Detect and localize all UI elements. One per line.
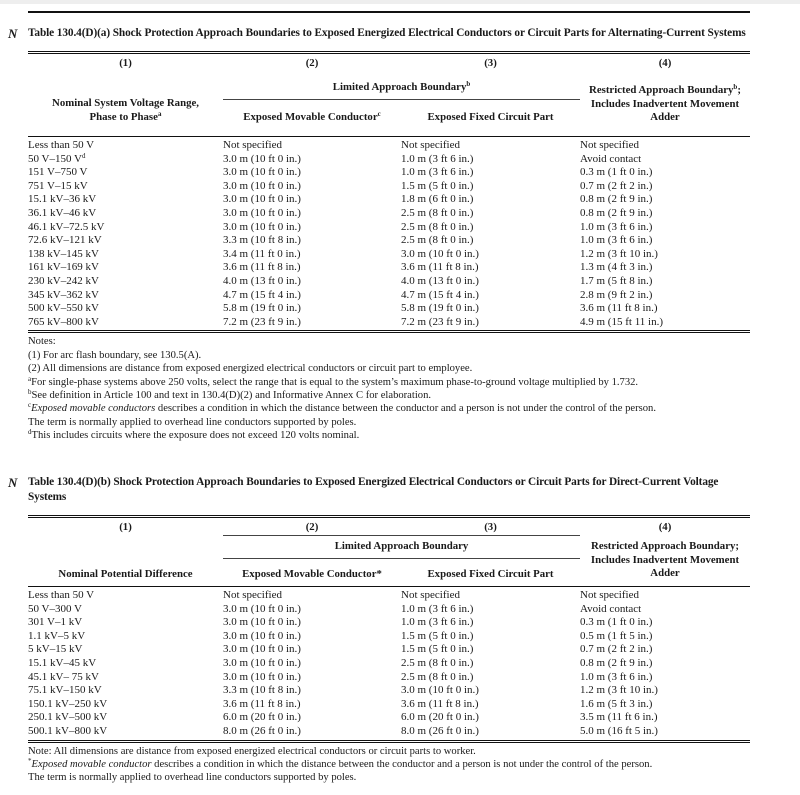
footnote-mark: b <box>28 387 32 396</box>
cell-voltage-range <box>28 180 223 194</box>
table-row <box>28 153 750 167</box>
top-rule <box>28 11 750 13</box>
cell-text: Not specified <box>223 139 282 151</box>
cell-movable-conductor-distance <box>223 657 401 671</box>
col4-header <box>580 84 750 125</box>
notes-label: Notes: <box>28 336 56 348</box>
cell-voltage-range <box>28 153 223 167</box>
table-b-header <box>28 518 750 586</box>
cell-text: 3.0 m (10 ft 0 in.) <box>223 643 301 656</box>
cell-voltage-range <box>28 684 223 698</box>
footnote-c <box>28 402 750 415</box>
table-row <box>28 289 750 303</box>
note: Note: All dimensions are distance from exposed energized electrical conductors or circuit parts to worker. <box>28 745 476 757</box>
cell-movable-conductor-distance <box>223 589 401 603</box>
cell-text: 161 kV–169 kV <box>28 261 99 274</box>
col-num-4: (4) <box>658 57 672 69</box>
cell-text: 1.0 m (3 ft 6 in.) <box>580 220 653 233</box>
cell-text: Not specified <box>401 139 460 151</box>
cell-text: Not specified <box>223 589 282 601</box>
footnote-b <box>28 389 750 402</box>
cell-movable-conductor-distance <box>223 248 401 262</box>
cell-voltage-range <box>28 248 223 262</box>
col4-header-part2: ; Includes Inadvertent Movement <box>590 84 741 110</box>
group-rule-top <box>223 535 580 536</box>
cell-voltage-range <box>28 616 223 630</box>
new-marker: N <box>8 26 18 41</box>
cell-text: 6.0 m (20 ft 0 in.) <box>401 711 479 724</box>
footnote-ref: c <box>377 110 381 118</box>
cell-text: 75.1 kV–150 kV <box>28 684 102 697</box>
cell-restricted-boundary <box>580 589 750 603</box>
cell-restricted-boundary <box>580 630 750 644</box>
table-row <box>28 657 750 671</box>
cell-restricted-boundary <box>580 166 750 180</box>
cell-text: 3.0 m (10 ft 0 in.) <box>401 247 479 260</box>
cell-text: 138 kV–145 kV <box>28 247 99 260</box>
cell-text: 3.0 m (10 ft 0 in.) <box>401 684 479 697</box>
cell-text: 1.5 m (5 ft 0 in.) <box>401 629 474 642</box>
cell-text: 230 kV–242 kV <box>28 274 99 287</box>
table-row <box>28 725 750 739</box>
cell-voltage-range <box>28 166 223 180</box>
cell-text: 3.0 m (10 ft 0 in.) <box>223 629 301 642</box>
group-rule <box>223 558 580 559</box>
cell-movable-conductor-distance <box>223 139 401 153</box>
table-row <box>28 207 750 221</box>
cell-voltage-range <box>28 221 223 235</box>
table-row <box>28 589 750 603</box>
cell-fixed-part-distance <box>401 289 580 303</box>
cell-text: Avoid contact <box>580 602 642 615</box>
cell-fixed-part-distance <box>401 671 580 685</box>
cell-restricted-boundary <box>580 261 750 275</box>
cell-fixed-part-distance <box>401 275 580 289</box>
cell-fixed-part-distance <box>401 261 580 275</box>
cell-fixed-part-distance <box>401 139 580 153</box>
table-row <box>28 302 750 316</box>
footnote-text: This includes circuits where the exposure does not exceed 120 volts nominal. <box>31 430 360 442</box>
cell-text: 0.8 m (2 ft 9 in.) <box>580 206 653 219</box>
cell-text: 4.0 m (13 ft 0 in.) <box>401 274 479 287</box>
cell-movable-conductor-distance <box>223 289 401 303</box>
cell-text: 3.0 m (10 ft 0 in.) <box>223 166 301 179</box>
col4-header <box>580 540 750 581</box>
cell-text: 2.5 m (8 ft 0 in.) <box>401 670 474 683</box>
cell-text: 3.0 m (10 ft 0 in.) <box>223 179 301 192</box>
cell-text: 1.5 m (5 ft 0 in.) <box>401 643 474 656</box>
cell-movable-conductor-distance <box>223 261 401 275</box>
cell-restricted-boundary <box>580 248 750 262</box>
cell-text: 301 V–1 kV <box>28 616 83 629</box>
cell-text: 1.0 m (3 ft 6 in.) <box>580 670 653 683</box>
cell-text: 3.0 m (10 ft 0 in.) <box>223 602 301 615</box>
cell-fixed-part-distance <box>401 221 580 235</box>
cell-fixed-part-distance <box>401 248 580 262</box>
col4-header-part1: Restricted Approach Boundary <box>589 84 734 96</box>
cell-text: 3.0 m (10 ft 0 in.) <box>223 670 301 683</box>
cell-text: 72.6 kV–121 kV <box>28 234 102 247</box>
page-top-strip <box>0 0 800 4</box>
cell-restricted-boundary <box>580 616 750 630</box>
col2-header: Exposed Movable Conductor* <box>242 568 382 580</box>
cell-text: 4.7 m (15 ft 4 in.) <box>401 288 479 301</box>
table-row <box>28 616 750 630</box>
cell-text: 0.7 m (2 ft 2 in.) <box>580 179 653 192</box>
cell-text: 3.6 m (11 ft 8 in.) <box>580 302 658 315</box>
cell-text: 765 kV–800 kV <box>28 315 99 328</box>
cell-text: 2.5 m (8 ft 0 in.) <box>401 234 474 247</box>
cell-fixed-part-distance <box>401 153 580 167</box>
table-a-notes <box>28 333 750 442</box>
cell-text: Avoid contact <box>580 152 642 165</box>
group-header-limited <box>223 81 580 95</box>
footnote-star <box>28 758 750 771</box>
cell-text: Not specified <box>580 139 639 151</box>
cell-voltage-range <box>28 289 223 303</box>
cell-fixed-part-distance <box>401 589 580 603</box>
table-a-body <box>28 136 750 329</box>
cell-fixed-part-distance <box>401 316 580 330</box>
cell-text: 3.0 m (10 ft 0 in.) <box>223 206 301 219</box>
cell-movable-conductor-distance <box>223 316 401 330</box>
cell-fixed-part-distance <box>401 657 580 671</box>
note-2: (2) All dimensions are distance from exposed energized electrical conductors or circuit part to employee. <box>28 363 473 375</box>
cell-text: 1.0 m (3 ft 6 in.) <box>401 166 474 179</box>
footnote-term: Exposed movable conductor <box>31 758 152 770</box>
cell-voltage-range <box>28 725 223 739</box>
cell-text: 1.8 m (6 ft 0 in.) <box>401 193 474 206</box>
cell-movable-conductor-distance <box>223 275 401 289</box>
footnote-c-cont: The term is normally applied to overhead line conductors supported by poles. <box>28 416 357 428</box>
cell-movable-conductor-distance <box>223 684 401 698</box>
cell-movable-conductor-distance <box>223 166 401 180</box>
note-1: (1) For arc flash boundary, see 130.5(A). <box>28 349 202 361</box>
cell-text: 5.0 m (16 ft 5 in.) <box>580 724 658 737</box>
cell-restricted-boundary <box>580 643 750 657</box>
cell-fixed-part-distance <box>401 725 580 739</box>
cell-movable-conductor-distance <box>223 180 401 194</box>
cell-text: 1.2 m (3 ft 10 in.) <box>580 684 658 697</box>
cell-text: 3.4 m (11 ft 0 in.) <box>223 247 301 260</box>
cell-movable-conductor-distance <box>223 603 401 617</box>
cell-text: 50 V–150 V <box>28 152 82 165</box>
cell-voltage-range <box>28 698 223 712</box>
col2-header <box>223 111 401 125</box>
cell-text: 1.2 m (3 ft 10 in.) <box>580 247 658 260</box>
cell-text: 1.0 m (3 ft 6 in.) <box>401 616 474 629</box>
footnote-cont: The term is normally applied to overhead line conductors supported by poles. <box>28 772 357 784</box>
col4-header-line3: Adder <box>650 567 680 579</box>
table-row <box>28 275 750 289</box>
cell-text: 45.1 kV– 75 kV <box>28 670 99 683</box>
col1-header: Nominal Potential Difference <box>58 568 193 580</box>
cell-voltage-range <box>28 711 223 725</box>
cell-movable-conductor-distance <box>223 193 401 207</box>
table-row <box>28 316 750 330</box>
group-header-text: Limited Approach Boundary <box>332 81 467 93</box>
col1-header-line2: Phase to Phase <box>89 110 158 123</box>
cell-text: 2.5 m (8 ft 0 in.) <box>401 206 474 219</box>
footnote-ref: d <box>82 151 86 160</box>
table-a-section <box>8 26 750 443</box>
cell-restricted-boundary <box>580 180 750 194</box>
col-num-2: (2) <box>305 521 319 533</box>
table-row <box>28 193 750 207</box>
col-num-1: (1) <box>119 57 132 69</box>
table-row <box>28 248 750 262</box>
cell-text: 2.5 m (8 ft 0 in.) <box>401 220 474 233</box>
cell-fixed-part-distance <box>401 302 580 316</box>
cell-fixed-part-distance <box>401 193 580 207</box>
cell-restricted-boundary <box>580 289 750 303</box>
cell-fixed-part-distance <box>401 630 580 644</box>
cell-voltage-range <box>28 589 223 603</box>
cell-restricted-boundary <box>580 302 750 316</box>
cell-fixed-part-distance <box>401 643 580 657</box>
col-num-2: (2) <box>305 57 319 69</box>
cell-restricted-boundary <box>580 193 750 207</box>
cell-restricted-boundary <box>580 711 750 725</box>
cell-text: 1.0 m (3 ft 6 in.) <box>401 602 474 615</box>
cell-movable-conductor-distance <box>223 616 401 630</box>
table-b-body <box>28 586 750 739</box>
cell-voltage-range <box>28 234 223 248</box>
cell-restricted-boundary <box>580 207 750 221</box>
cell-text: 7.2 m (23 ft 9 in.) <box>401 315 479 328</box>
cell-movable-conductor-distance <box>223 698 401 712</box>
group-header-limited: Limited Approach Boundary <box>334 540 469 552</box>
cell-fixed-part-distance <box>401 180 580 194</box>
footnote-text: describes a condition in which the distance between the conductor and a person is not under the control of the person. <box>155 403 656 415</box>
table-a-title: Table 130.4(D)(a) Shock Protection Approach Boundaries to Exposed Energized Electrical Conductors or Circuit Parts for Alternating-Current Systems <box>28 27 746 39</box>
cell-restricted-boundary <box>580 657 750 671</box>
cell-text: 15.1 kV–36 kV <box>28 193 97 206</box>
new-marker: N <box>8 475 18 490</box>
cell-text: 8.0 m (26 ft 0 in.) <box>401 724 479 737</box>
cell-fixed-part-distance <box>401 207 580 221</box>
cell-movable-conductor-distance <box>223 207 401 221</box>
cell-fixed-part-distance <box>401 603 580 617</box>
cell-text: 150.1 kV–250 kV <box>28 697 108 710</box>
cell-text: 751 V–15 kV <box>28 179 88 192</box>
cell-text: 3.0 m (10 ft 0 in.) <box>223 656 301 669</box>
cell-restricted-boundary <box>580 153 750 167</box>
table-row <box>28 698 750 712</box>
cell-restricted-boundary <box>580 725 750 739</box>
cell-text: 500.1 kV–800 kV <box>28 724 108 737</box>
footnote-ref: a <box>157 109 162 118</box>
cell-text: Not specified <box>401 589 460 601</box>
cell-voltage-range <box>28 671 223 685</box>
cell-text: 0.7 m (2 ft 2 in.) <box>580 643 653 656</box>
cell-text: Less than 50 V <box>28 589 95 601</box>
footnote-ref: b <box>466 80 471 88</box>
cell-fixed-part-distance <box>401 234 580 248</box>
cell-text: 2.5 m (8 ft 0 in.) <box>401 656 474 669</box>
footnote-term: Exposed movable conductors <box>31 403 156 415</box>
cell-voltage-range <box>28 316 223 330</box>
cell-text: 0.3 m (1 ft 0 in.) <box>580 166 653 179</box>
footnote-text: describes a condition in which the distance between the conductor and a person is not under the control of the person. <box>151 758 653 770</box>
cell-restricted-boundary <box>580 603 750 617</box>
cell-text: 3.3 m (10 ft 8 in.) <box>223 234 301 247</box>
cell-text: 3.6 m (11 ft 8 in.) <box>223 261 301 274</box>
table-row <box>28 671 750 685</box>
cell-text: 250.1 kV–500 kV <box>28 711 108 724</box>
cell-text: 3.5 m (11 ft 6 in.) <box>580 711 658 724</box>
cell-voltage-range <box>28 261 223 275</box>
cell-restricted-boundary <box>580 698 750 712</box>
table-row <box>28 711 750 725</box>
table-row <box>28 139 750 153</box>
cell-restricted-boundary <box>580 316 750 330</box>
cell-movable-conductor-distance <box>223 711 401 725</box>
footnote-mark: c <box>28 401 32 410</box>
cell-text: 46.1 kV–72.5 kV <box>28 220 105 233</box>
table-row <box>28 180 750 194</box>
table-row <box>28 630 750 644</box>
footnote-mark: a <box>28 374 32 383</box>
cell-text: 2.8 m (9 ft 2 in.) <box>580 288 653 301</box>
footnote-mark: d <box>28 428 32 437</box>
cell-movable-conductor-distance <box>223 725 401 739</box>
cell-voltage-range <box>28 139 223 153</box>
cell-text: Not specified <box>580 589 639 601</box>
table-row <box>28 221 750 235</box>
cell-text: 3.6 m (11 ft 8 in.) <box>401 261 479 274</box>
footnote-d <box>28 429 750 442</box>
table-row <box>28 166 750 180</box>
cell-text: 3.0 m (10 ft 0 in.) <box>223 616 301 629</box>
cell-text: Less than 50 V <box>28 139 95 151</box>
cell-movable-conductor-distance <box>223 643 401 657</box>
footnote-mark: * <box>28 756 32 765</box>
cell-text: 1.7 m (5 ft 8 in.) <box>580 274 653 287</box>
cell-text: 50 V–300 V <box>28 602 82 615</box>
cell-text: 3.6 m (11 ft 8 in.) <box>401 697 479 710</box>
col1-header-line1: Nominal System Voltage Range, <box>52 97 199 109</box>
cell-text: 5.8 m (19 ft 0 in.) <box>401 302 479 315</box>
cell-voltage-range <box>28 302 223 316</box>
table-row <box>28 234 750 248</box>
cell-text: 1.3 m (4 ft 3 in.) <box>580 261 653 274</box>
col-num-1: (1) <box>119 521 132 533</box>
cell-voltage-range <box>28 193 223 207</box>
cell-restricted-boundary <box>580 234 750 248</box>
cell-movable-conductor-distance <box>223 671 401 685</box>
cell-fixed-part-distance <box>401 698 580 712</box>
col3-header: Exposed Fixed Circuit Part <box>427 568 554 580</box>
cell-text: 0.8 m (2 ft 9 in.) <box>580 193 653 206</box>
cell-fixed-part-distance <box>401 166 580 180</box>
table-row <box>28 261 750 275</box>
cell-text: 151 V–750 V <box>28 166 88 179</box>
cell-text: 1.0 m (3 ft 6 in.) <box>580 234 653 247</box>
col4-header-part3: Adder <box>650 111 680 123</box>
cell-voltage-range <box>28 603 223 617</box>
cell-restricted-boundary <box>580 684 750 698</box>
cell-text: 6.0 m (20 ft 0 in.) <box>223 711 301 724</box>
col-num-3: (3) <box>484 57 497 69</box>
table-row <box>28 643 750 657</box>
cell-text: 1.0 m (3 ft 6 in.) <box>401 152 474 165</box>
cell-text: 5.8 m (19 ft 0 in.) <box>223 302 301 315</box>
footnote-text: See definition in Article 100 and text in 130.4(D)(2) and Informative Annex C for elaboration. <box>31 389 432 401</box>
footnote-ref: b <box>733 83 738 91</box>
cell-text: 1.6 m (5 ft 3 in.) <box>580 697 653 710</box>
cell-text: 1.1 kV–5 kV <box>28 629 86 642</box>
cell-text: 15.1 kV–45 kV <box>28 656 97 669</box>
table-b-title: Table 130.4(D)(b) Shock Protection Approach Boundaries to Exposed Energized Electrical Conductors or Circuit Parts for Direct-Current Voltage Systems <box>28 476 719 503</box>
cell-movable-conductor-distance <box>223 153 401 167</box>
cell-text: 8.0 m (26 ft 0 in.) <box>223 724 301 737</box>
cell-text: 3.0 m (10 ft 0 in.) <box>223 193 301 206</box>
cell-text: 0.3 m (1 ft 0 in.) <box>580 616 653 629</box>
col4-header-line2: Includes Inadvertent Movement <box>590 553 740 566</box>
cell-text: 4.0 m (13 ft 0 in.) <box>223 274 301 287</box>
cell-voltage-range <box>28 207 223 221</box>
cell-text: 7.2 m (23 ft 9 in.) <box>223 315 301 328</box>
table-row <box>28 684 750 698</box>
cell-text: 3.6 m (11 ft 8 in.) <box>223 697 301 710</box>
table-a-header <box>28 54 750 136</box>
cell-movable-conductor-distance <box>223 234 401 248</box>
cell-text: 3.0 m (10 ft 0 in.) <box>223 220 301 233</box>
cell-movable-conductor-distance <box>223 302 401 316</box>
cell-text: 500 kV–550 kV <box>28 302 99 315</box>
table-row <box>28 603 750 617</box>
cell-text: 1.5 m (5 ft 0 in.) <box>401 179 474 192</box>
table-b-section <box>8 475 750 785</box>
cell-fixed-part-distance <box>401 684 580 698</box>
footnote-text: For single-phase systems above 250 volts, select the range that is equal to the system’s maximum phase-to-ground voltage multiplied by 1.732. <box>31 376 639 388</box>
col-num-4: (4) <box>658 521 672 533</box>
cell-voltage-range <box>28 630 223 644</box>
cell-text: 4.9 m (15 ft 11 in.) <box>580 315 663 328</box>
cell-text: 5 kV–15 kV <box>28 643 83 656</box>
cell-text: 345 kV–362 kV <box>28 288 99 301</box>
table-b-notes <box>28 743 750 785</box>
cell-restricted-boundary <box>580 221 750 235</box>
cell-text: 3.0 m (10 ft 0 in.) <box>223 152 301 165</box>
group-rule <box>223 99 580 100</box>
cell-text: 36.1 kV–46 kV <box>28 206 97 219</box>
cell-restricted-boundary <box>580 671 750 685</box>
cell-fixed-part-distance <box>401 711 580 725</box>
cell-restricted-boundary <box>580 139 750 153</box>
col1-header <box>28 97 223 124</box>
cell-voltage-range <box>28 657 223 671</box>
col2-header-text: Exposed Movable Conductor <box>243 111 378 123</box>
col4-header-line1: Restricted Approach Boundary; <box>591 540 739 552</box>
cell-text: 0.8 m (2 ft 9 in.) <box>580 656 653 669</box>
footnote-a <box>28 376 750 389</box>
cell-restricted-boundary <box>580 275 750 289</box>
cell-movable-conductor-distance <box>223 221 401 235</box>
cell-movable-conductor-distance <box>223 630 401 644</box>
cell-text: 4.7 m (15 ft 4 in.) <box>223 288 301 301</box>
col-num-3: (3) <box>484 521 497 533</box>
col3-header: Exposed Fixed Circuit Part <box>427 111 554 123</box>
cell-text: 0.5 m (1 ft 5 in.) <box>580 629 653 642</box>
cell-voltage-range <box>28 643 223 657</box>
cell-voltage-range <box>28 275 223 289</box>
cell-fixed-part-distance <box>401 616 580 630</box>
cell-text: 3.3 m (10 ft 8 in.) <box>223 684 301 697</box>
